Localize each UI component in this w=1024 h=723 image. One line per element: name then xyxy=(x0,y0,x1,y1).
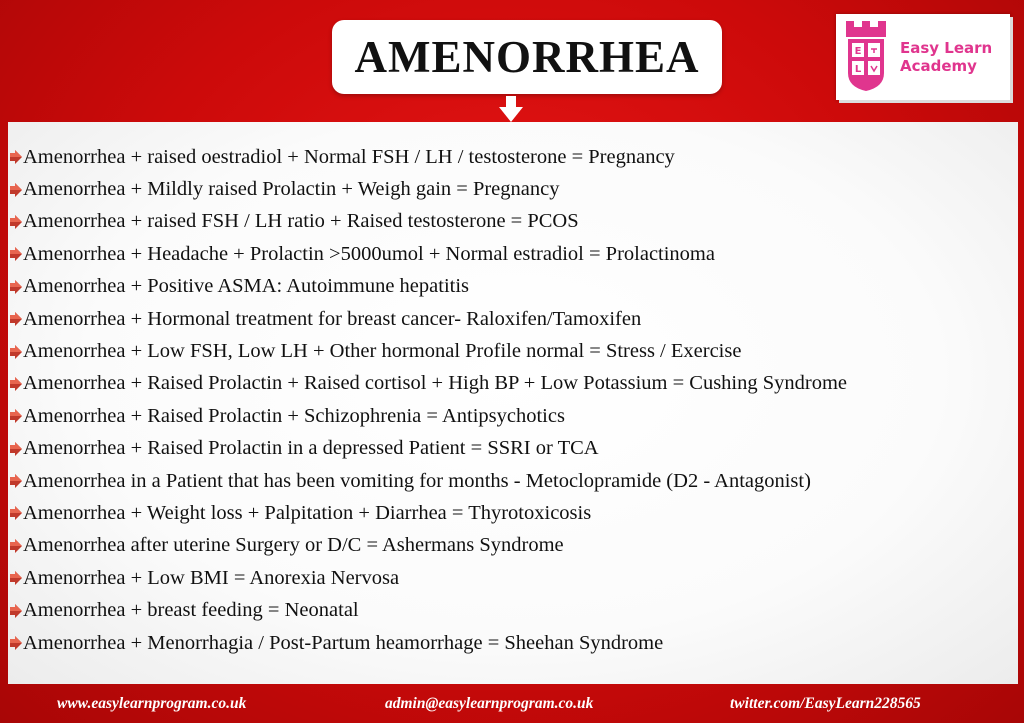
arrow-bullet-icon xyxy=(10,215,22,229)
list-item-text: Amenorrhea + Headache + Prolactin >5000umol + Normal estradiol = Prolactinoma xyxy=(23,242,715,265)
list-item xyxy=(8,238,1018,270)
condition-list xyxy=(8,141,1018,659)
list-item xyxy=(8,497,1018,529)
list-item-text: Amenorrhea + Menorrhagia / Post-Partum heamorrhage = Sheehan Syndrome xyxy=(23,631,664,654)
list-item xyxy=(8,400,1018,432)
arrow-bullet-icon xyxy=(10,409,22,423)
arrow-bullet-icon xyxy=(10,636,22,650)
arrow-bullet-icon xyxy=(10,183,22,197)
footer xyxy=(0,690,1024,718)
list-item xyxy=(8,206,1018,238)
title-box xyxy=(332,20,722,94)
content-panel xyxy=(8,122,1018,684)
list-item-text: Amenorrhea + Raised Prolactin + Raised cortisol + High BP + Low Potassium = Cushing Syndrome xyxy=(23,372,848,395)
list-item-text: Amenorrhea + Raised Prolactin in a depressed Patient = SSRI or TCA xyxy=(23,437,599,460)
list-item xyxy=(8,271,1018,303)
arrow-bullet-icon xyxy=(10,571,22,585)
arrow-bullet-icon xyxy=(10,539,22,553)
list-item xyxy=(8,433,1018,465)
list-item xyxy=(8,562,1018,594)
logo-text xyxy=(900,39,992,75)
emblem-letter-l: L xyxy=(854,64,862,75)
list-item-text: Amenorrhea + Positive ASMA: Autoimmune hepatitis xyxy=(23,275,470,298)
logo-line-1: Easy Learn xyxy=(900,39,993,57)
logo-emblem-icon xyxy=(842,21,890,93)
page-title: AMENORRHEA xyxy=(354,32,700,82)
arrow-bullet-icon xyxy=(10,150,22,164)
list-item xyxy=(8,594,1018,626)
arrow-bullet-icon xyxy=(10,442,22,456)
list-item-text: Amenorrhea + raised FSH / LH ratio + Raised testosterone = PCOS xyxy=(23,210,579,233)
list-item xyxy=(8,627,1018,659)
down-arrow-icon xyxy=(498,96,524,124)
footer-website[interactable]: www.easylearnprogram.co.uk xyxy=(57,695,247,712)
list-item-text: Amenorrhea + raised oestradiol + Normal FSH / LH / testosterone = Pregnancy xyxy=(23,145,675,168)
logo-line-2: Academy xyxy=(900,57,977,75)
list-item xyxy=(8,530,1018,562)
list-item-text: Amenorrhea after uterine Surgery or D/C = Ashermans Syndrome xyxy=(23,534,564,557)
arrow-bullet-icon xyxy=(10,377,22,391)
footer-email[interactable]: admin@easylearnprogram.co.uk xyxy=(385,695,594,712)
list-item xyxy=(8,368,1018,400)
arrow-bullet-icon xyxy=(10,345,22,359)
list-item xyxy=(8,465,1018,497)
list-item xyxy=(8,335,1018,367)
list-item-text: Amenorrhea + breast feeding = Neonatal xyxy=(23,599,359,622)
arrow-bullet-icon xyxy=(10,474,22,488)
list-item-text: Amenorrhea + Raised Prolactin + Schizophrenia = Antipsychotics xyxy=(23,404,565,427)
footer-twitter[interactable]: twitter.com/EasyLearn228565 xyxy=(730,695,921,712)
list-item-text: Amenorrhea + Hormonal treatment for breast cancer- Raloxifen/Tamoxifen xyxy=(23,307,642,330)
emblem-letter-e: E xyxy=(854,46,862,57)
logo xyxy=(836,14,1010,100)
arrow-bullet-icon xyxy=(10,312,22,326)
list-item-text: Amenorrhea + Weight loss + Palpitation + Diarrhea = Thyrotoxicosis xyxy=(23,501,592,524)
list-item-text: Amenorrhea + Low BMI = Anorexia Nervosa xyxy=(23,566,400,589)
list-item-text: Amenorrhea + Low FSH, Low LH + Other hormonal Profile normal = Stress / Exercise xyxy=(23,340,742,363)
list-item-text: Amenorrhea in a Patient that has been vomiting for months - Metoclopramide (D2 - Antagonist) xyxy=(23,469,811,492)
list-item xyxy=(8,303,1018,335)
arrow-bullet-icon xyxy=(10,247,22,261)
arrow-bullet-icon xyxy=(10,604,22,618)
list-item xyxy=(8,173,1018,205)
list-item xyxy=(8,141,1018,173)
arrow-bullet-icon xyxy=(10,506,22,520)
arrow-bullet-icon xyxy=(10,280,22,294)
list-item-text: Amenorrhea + Mildly raised Prolactin + Weigh gain = Pregnancy xyxy=(23,178,560,201)
